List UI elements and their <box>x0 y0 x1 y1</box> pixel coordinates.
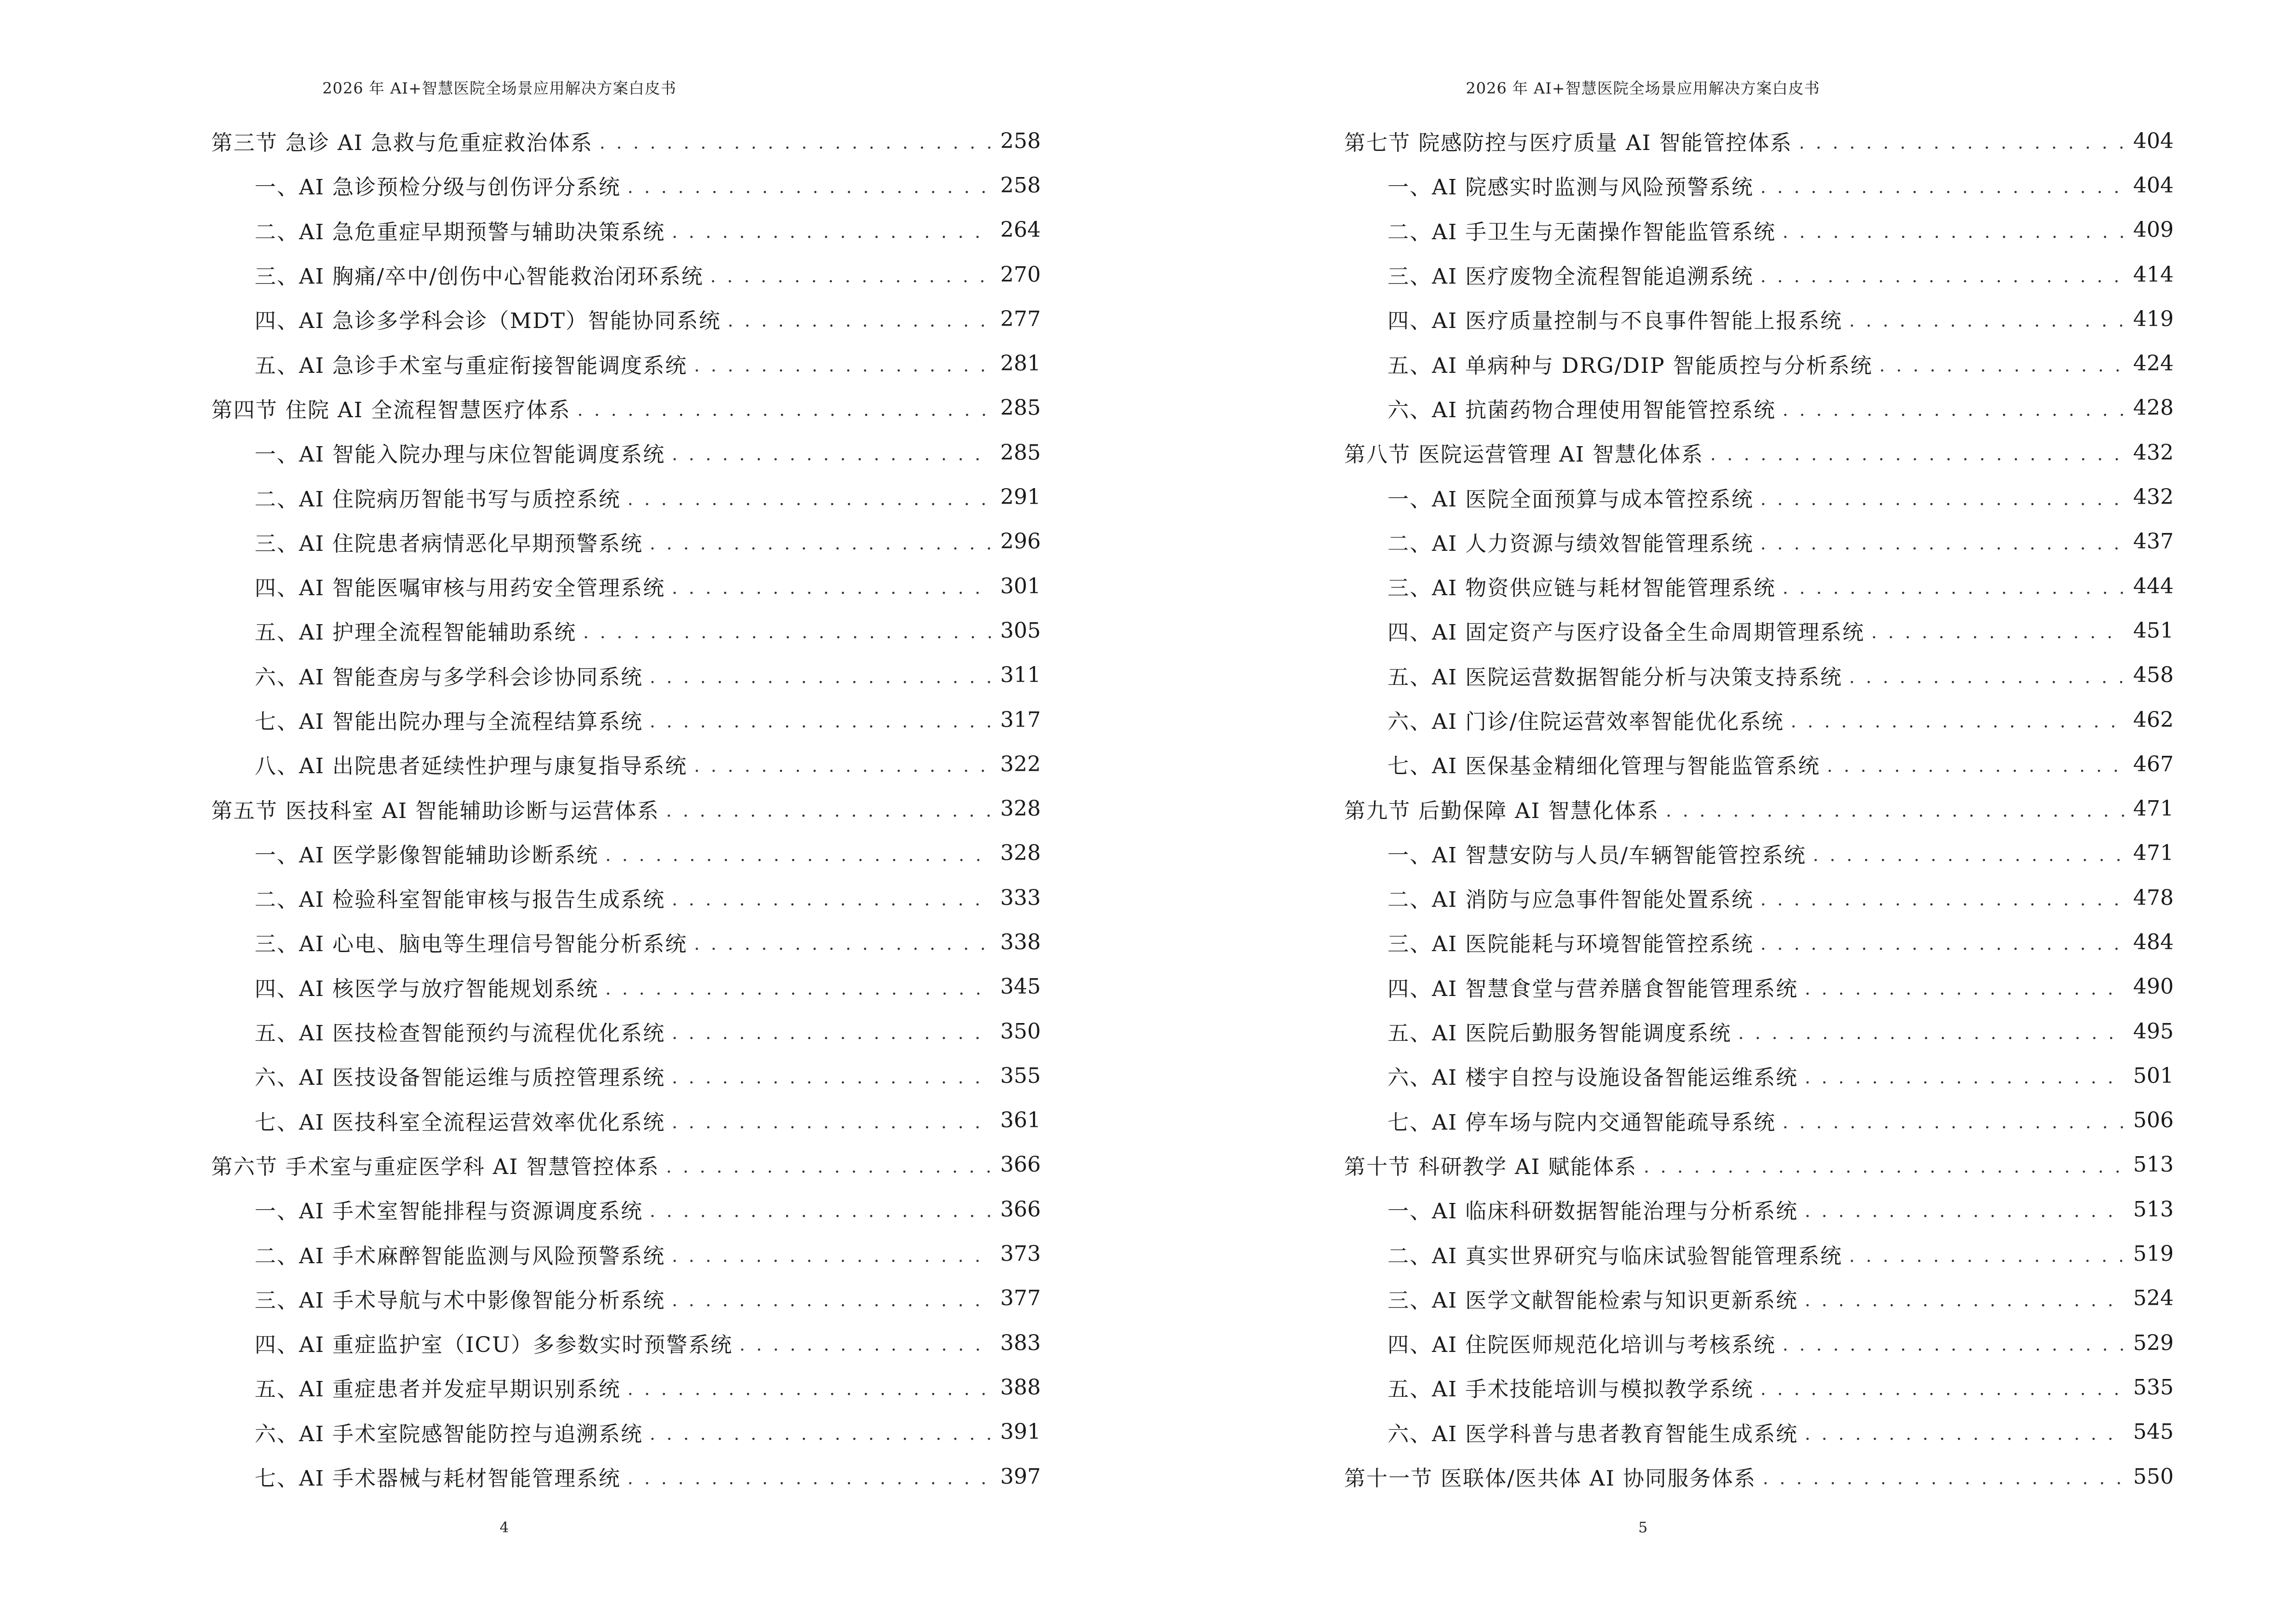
toc-item-entry[interactable] <box>211 875 1041 920</box>
toc-entry-title: 二、AI 检验科室智能审核与报告生成系统 <box>255 887 666 913</box>
toc-item-entry[interactable] <box>211 608 1041 653</box>
dot-leader <box>1791 709 2124 731</box>
toc-entry-title: 六、AI 抗菌药物合理使用智能管控系统 <box>1388 397 1776 423</box>
toc-item-entry[interactable] <box>211 1454 1041 1499</box>
toc-entry-page-number: 404 <box>2133 128 2174 153</box>
toc-section-entry[interactable] <box>1344 1143 2174 1187</box>
toc-entry-title: 一、AI 急诊预检分级与创伤评分系统 <box>255 175 621 200</box>
toc-entry-title: 一、AI 院感实时监测与风险预警系统 <box>1388 175 1754 200</box>
toc-entry-page-number: 424 <box>2133 351 2174 376</box>
dot-leader <box>1849 664 2124 686</box>
toc-section-entry[interactable] <box>1344 430 2174 475</box>
toc-entry-page-number: 495 <box>2133 1019 2174 1044</box>
toc-entry-page-number: 322 <box>1000 751 1041 777</box>
toc-entry-title: 第七节 院感防控与医疗质量 AI 智能管控体系 <box>1344 131 1793 156</box>
toc-entry-page-number: 428 <box>2133 396 2174 421</box>
toc-entry-page-number: 484 <box>2133 929 2174 955</box>
dot-leader <box>1760 1376 2124 1398</box>
toc-item-entry[interactable] <box>1344 1276 2174 1321</box>
toc-item-entry[interactable] <box>1344 831 2174 875</box>
toc-entry-title: 五、AI 医院后勤服务智能调度系统 <box>1388 1021 1732 1046</box>
toc-entry-title: 四、AI 固定资产与医疗设备全生命周期管理系统 <box>1388 620 1865 645</box>
toc-entry-title: 三、AI 医院能耗与环境智能管控系统 <box>1388 932 1754 957</box>
toc-entry-title: 二、AI 真实世界研究与临床试验智能管理系统 <box>1388 1243 1843 1269</box>
toc-entry-page-number: 277 <box>1000 306 1041 331</box>
toc-item-entry[interactable] <box>1344 564 2174 608</box>
dot-leader <box>1805 1198 2124 1220</box>
dot-leader <box>694 353 992 375</box>
toc-item-entry[interactable] <box>211 965 1041 1009</box>
toc-entry-title: 第八节 医院运营管理 AI 智慧化体系 <box>1344 442 1704 467</box>
dot-leader <box>672 1287 992 1310</box>
dot-leader <box>627 1465 992 1488</box>
toc-entry-page-number: 404 <box>2133 173 2174 198</box>
toc-entry-title: 二、AI 手卫生与无菌操作智能监管系统 <box>1388 219 1776 245</box>
running-header: 2026 年 AI+智慧医院全场景应用解决方案白皮书 <box>322 79 677 97</box>
toc-entry-page-number: 361 <box>1000 1108 1041 1133</box>
dot-leader <box>1799 130 2124 152</box>
toc-entry-title: 四、AI 住院医师规范化培训与考核系统 <box>1388 1333 1776 1358</box>
dot-leader <box>1871 619 2124 641</box>
toc-item-entry[interactable] <box>211 1098 1041 1143</box>
dot-leader <box>672 441 992 464</box>
toc-item-entry[interactable] <box>211 163 1041 207</box>
toc-item-entry[interactable] <box>211 920 1041 964</box>
toc-item-entry[interactable] <box>211 1231 1041 1276</box>
toc-entry-page-number: 471 <box>2133 841 2174 866</box>
toc-entry-page-number: 373 <box>1000 1242 1041 1267</box>
dot-leader <box>672 1064 992 1087</box>
toc-entry-page-number: 462 <box>2133 707 2174 732</box>
toc-entry-title: 五、AI 医技检查智能预约与流程优化系统 <box>255 1021 666 1046</box>
toc-entry-page-number: 345 <box>1000 974 1041 999</box>
toc-entry-title: 第六节 手术室与重症医学科 AI 智慧管控体系 <box>211 1154 660 1179</box>
toc-item-entry[interactable] <box>1344 653 2174 697</box>
toc-entry-title: 第四节 住院 AI 全流程智慧医疗体系 <box>211 397 571 423</box>
toc-entry-page-number: 350 <box>1000 1019 1041 1044</box>
toc-entry-title: 四、AI 智慧食堂与营养膳食智能管理系统 <box>1388 976 1798 1001</box>
toc-entry-title: 七、AI 医技科室全流程运营效率优化系统 <box>255 1110 666 1135</box>
toc-entry-title: 第十一节 医联体/医共体 AI 协同服务体系 <box>1344 1466 1756 1491</box>
dot-leader <box>672 1020 992 1042</box>
toc-entry-page-number: 311 <box>1000 663 1041 688</box>
dot-leader <box>1760 486 2124 508</box>
dot-leader <box>1805 1287 2124 1310</box>
toc-item-entry[interactable] <box>1344 920 2174 964</box>
toc-entry-page-number: 414 <box>2133 262 2174 287</box>
toc-entry-title: 六、AI 医技设备智能运维与质控管理系统 <box>255 1065 666 1091</box>
toc-entry-title: 四、AI 重症监护室（ICU）多参数实时预警系统 <box>255 1333 733 1358</box>
toc-item-entry[interactable] <box>1344 1009 2174 1053</box>
page-number: 4 <box>499 1519 509 1536</box>
toc-section-entry[interactable] <box>1344 786 2174 831</box>
dot-leader <box>1813 842 2124 864</box>
toc-item-entry[interactable] <box>1344 208 2174 252</box>
toc-entry-page-number: 281 <box>1000 351 1041 376</box>
toc-item-entry[interactable] <box>1344 1187 2174 1231</box>
toc-item-entry[interactable] <box>1344 1410 2174 1454</box>
toc-entry-title: 八、AI 出院患者延续性护理与康复指导系统 <box>255 754 688 779</box>
toc-entry-title: 二、AI 急危重症早期预警与辅助决策系统 <box>255 219 666 245</box>
dot-leader <box>1805 1421 2124 1443</box>
toc-entry-title: 六、AI 医学科普与患者教育智能生成系统 <box>1388 1421 1798 1447</box>
toc-item-entry[interactable] <box>1344 1231 2174 1276</box>
dot-leader <box>694 753 992 775</box>
toc-item-entry[interactable] <box>211 653 1041 697</box>
toc-entry-page-number: 285 <box>1000 396 1041 421</box>
toc-entry-title: 二、AI 人力资源与绩效智能管理系统 <box>1388 531 1754 556</box>
dot-leader <box>1849 308 2124 330</box>
toc-entry-title: 一、AI 智慧安防与人员/车辆智能管控系统 <box>1388 843 1806 868</box>
table-of-contents <box>211 119 1041 1499</box>
toc-item-entry[interactable] <box>1344 608 2174 653</box>
dot-leader <box>1710 441 2124 464</box>
toc-entry-page-number: 301 <box>1000 573 1041 599</box>
dot-leader <box>739 1332 992 1354</box>
toc-item-entry[interactable] <box>1344 875 2174 920</box>
dot-leader <box>599 130 992 152</box>
dot-leader <box>1783 1109 2124 1132</box>
toc-entry-page-number: 377 <box>1000 1286 1041 1311</box>
toc-entry-title: 五、AI 手术技能培训与模拟教学系统 <box>1388 1377 1754 1402</box>
dot-leader <box>672 1243 992 1265</box>
toc-entry-page-number: 437 <box>2133 529 2174 554</box>
toc-item-entry[interactable] <box>1344 519 2174 564</box>
toc-entry-title: 三、AI 医疗废物全流程智能追溯系统 <box>1388 264 1754 289</box>
toc-entry-page-number: 258 <box>1000 173 1041 198</box>
toc-entry-page-number: 285 <box>1000 440 1041 465</box>
toc-entry-title: 四、AI 急诊多学科会诊（MDT）智能协同系统 <box>255 309 721 334</box>
dot-leader <box>1760 174 2124 196</box>
dot-leader <box>605 976 992 998</box>
toc-entry-title: 二、AI 手术麻醉智能监测与风险预警系统 <box>255 1243 666 1269</box>
dot-leader <box>1644 1154 2124 1176</box>
toc-item-entry[interactable] <box>211 742 1041 786</box>
toc-item-entry[interactable] <box>1344 1321 2174 1365</box>
toc-entry-page-number: 513 <box>2133 1152 2174 1177</box>
toc-entry-page-number: 524 <box>2133 1286 2174 1311</box>
toc-item-entry[interactable] <box>211 1009 1041 1053</box>
dot-leader <box>627 1376 992 1398</box>
page-number: 5 <box>1638 1519 1648 1536</box>
dot-leader <box>1783 219 2124 241</box>
running-header: 2026 年 AI+智慧医院全场景应用解决方案白皮书 <box>1466 79 1820 97</box>
toc-item-entry[interactable] <box>211 252 1041 297</box>
toc-item-entry[interactable] <box>1344 341 2174 385</box>
toc-entry-title: 六、AI 楼宇自控与设施设备智能运维系统 <box>1388 1065 1798 1091</box>
toc-entry-page-number: 490 <box>2133 974 2174 999</box>
toc-item-entry[interactable] <box>211 564 1041 608</box>
toc-entry-title: 第十节 科研教学 AI 赋能体系 <box>1344 1154 1637 1179</box>
toc-item-entry[interactable] <box>211 1410 1041 1454</box>
toc-entry-page-number: 397 <box>1000 1464 1041 1489</box>
toc-item-entry[interactable] <box>211 697 1041 742</box>
toc-entry-page-number: 328 <box>1000 841 1041 866</box>
dot-leader <box>577 397 992 419</box>
dot-leader <box>650 664 992 686</box>
toc-entry-title: 五、AI 急诊手术室与重症衔接智能调度系统 <box>255 353 688 378</box>
toc-entry-title: 四、AI 医疗质量控制与不良事件智能上报系统 <box>1388 309 1843 334</box>
toc-entry-title: 四、AI 核医学与放疗智能规划系统 <box>255 976 599 1001</box>
toc-entry-title: 五、AI 医院运营数据智能分析与决策支持系统 <box>1388 665 1843 690</box>
dot-leader <box>650 1198 992 1220</box>
toc-entry-title: 七、AI 手术器械与耗材智能管理系统 <box>255 1466 621 1491</box>
dot-leader <box>672 1109 992 1132</box>
toc-entry-page-number: 529 <box>2133 1330 2174 1355</box>
toc-item-entry[interactable] <box>211 475 1041 519</box>
toc-entry-page-number: 444 <box>2133 573 2174 599</box>
toc-entry-title: 三、AI 手术导航与术中影像智能分析系统 <box>255 1288 666 1313</box>
toc-entry-page-number: 471 <box>2133 796 2174 821</box>
toc-entry-page-number: 432 <box>2133 440 2174 465</box>
toc-item-entry[interactable] <box>211 1365 1041 1409</box>
toc-entry-title: 五、AI 单病种与 DRG/DIP 智能质控与分析系统 <box>1388 353 1873 378</box>
toc-section-entry[interactable] <box>1344 119 2174 163</box>
toc-section-entry[interactable] <box>211 119 1041 163</box>
dot-leader <box>1805 976 2124 998</box>
toc-section-entry[interactable] <box>1344 1454 2174 1499</box>
dot-leader <box>672 575 992 597</box>
dot-leader <box>1763 1465 2124 1488</box>
toc-entry-title: 二、AI 住院病历智能书写与质控系统 <box>255 487 621 512</box>
toc-entry-title: 第九节 后勤保障 AI 智慧化体系 <box>1344 798 1660 823</box>
toc-entry-title: 一、AI 医学影像智能辅助诊断系统 <box>255 843 599 868</box>
dot-leader <box>650 1421 992 1443</box>
toc-item-entry[interactable] <box>211 208 1041 252</box>
toc-section-entry[interactable] <box>211 386 1041 430</box>
toc-entry-title: 六、AI 智能查房与多学科会诊协同系统 <box>255 665 643 690</box>
dot-leader <box>1783 1332 2124 1354</box>
toc-entry-page-number: 270 <box>1000 262 1041 287</box>
dot-leader <box>1849 1243 2124 1265</box>
toc-entry-title: 四、AI 智能医嘱审核与用药安全管理系统 <box>255 576 666 601</box>
dot-leader <box>650 709 992 731</box>
toc-entry-title: 第五节 医技科室 AI 智能辅助诊断与运营体系 <box>211 798 660 823</box>
toc-entry-page-number: 391 <box>1000 1419 1041 1445</box>
toc-item-entry[interactable] <box>211 1187 1041 1231</box>
toc-entry-page-number: 355 <box>1000 1063 1041 1088</box>
toc-entry-page-number: 535 <box>2133 1375 2174 1400</box>
toc-entry-page-number: 545 <box>2133 1419 2174 1445</box>
toc-item-entry[interactable] <box>1344 697 2174 742</box>
toc-item-entry[interactable] <box>1344 386 2174 430</box>
toc-entry-title: 三、AI 物资供应链与耗材智能管理系统 <box>1388 576 1776 601</box>
toc-entry-title: 五、AI 护理全流程智能辅助系统 <box>255 620 577 645</box>
dot-leader <box>583 619 992 641</box>
toc-entry-page-number: 338 <box>1000 929 1041 955</box>
dot-leader <box>672 219 992 241</box>
toc-entry-page-number: 258 <box>1000 128 1041 153</box>
toc-entry-title: 五、AI 重症患者并发症早期识别系统 <box>255 1377 621 1402</box>
toc-page-right <box>1144 0 2287 1624</box>
dot-leader <box>672 887 992 909</box>
toc-item-entry[interactable] <box>1344 252 2174 297</box>
dot-leader <box>710 263 992 286</box>
dot-leader <box>1805 1064 2124 1087</box>
toc-item-entry[interactable] <box>1344 1053 2174 1098</box>
dot-leader <box>627 486 992 508</box>
toc-item-entry[interactable] <box>1344 742 2174 786</box>
toc-entry-title: 七、AI 医保基金精细化管理与智能监管系统 <box>1388 754 1821 779</box>
toc-entry-page-number: 296 <box>1000 529 1041 554</box>
toc-item-entry[interactable] <box>1344 1365 2174 1409</box>
toc-entry-page-number: 317 <box>1000 707 1041 732</box>
toc-entry-page-number: 478 <box>2133 885 2174 910</box>
toc-entry-page-number: 501 <box>2133 1063 2174 1088</box>
dot-leader <box>1783 397 2124 419</box>
dot-leader <box>666 798 992 820</box>
toc-section-entry[interactable] <box>211 1143 1041 1187</box>
toc-item-entry[interactable] <box>1344 297 2174 341</box>
toc-entry-page-number: 366 <box>1000 1197 1041 1222</box>
dot-leader <box>1827 753 2124 775</box>
toc-entry-title: 第三节 急诊 AI 急救与危重症救治体系 <box>211 131 593 156</box>
toc-entry-title: 三、AI 心电、脑电等生理信号智能分析系统 <box>255 932 688 957</box>
toc-item-entry[interactable] <box>1344 163 2174 207</box>
toc-item-entry[interactable] <box>1344 1098 2174 1143</box>
dot-leader <box>694 931 992 953</box>
toc-item-entry[interactable] <box>211 341 1041 385</box>
toc-entry-page-number: 305 <box>1000 618 1041 643</box>
toc-entry-page-number: 333 <box>1000 885 1041 910</box>
dot-leader <box>728 308 992 330</box>
toc-entry-title: 七、AI 智能出院办理与全流程结算系统 <box>255 710 643 734</box>
toc-entry-page-number: 451 <box>2133 618 2174 643</box>
dot-leader <box>666 1154 992 1176</box>
toc-item-entry[interactable] <box>211 1321 1041 1365</box>
table-of-contents <box>1344 119 2174 1499</box>
dot-leader <box>1760 263 2124 286</box>
dot-leader <box>605 842 992 864</box>
toc-entry-page-number: 432 <box>2133 485 2174 510</box>
toc-entry-title: 一、AI 手术室智能排程与资源调度系统 <box>255 1199 643 1224</box>
dot-leader <box>1760 931 2124 953</box>
toc-entry-title: 六、AI 门诊/住院运营效率智能优化系统 <box>1388 710 1784 734</box>
toc-entry-page-number: 366 <box>1000 1152 1041 1177</box>
toc-entry-title: 一、AI 临床科研数据智能治理与分析系统 <box>1388 1199 1798 1224</box>
toc-entry-page-number: 550 <box>2133 1464 2174 1489</box>
dot-leader <box>650 531 992 553</box>
toc-entry-page-number: 388 <box>1000 1375 1041 1400</box>
dot-leader <box>627 174 992 196</box>
dot-leader <box>1783 575 2124 597</box>
toc-entry-page-number: 264 <box>1000 218 1041 243</box>
toc-section-entry[interactable] <box>211 786 1041 831</box>
toc-entry-title: 二、AI 消防与应急事件智能处置系统 <box>1388 887 1754 913</box>
toc-entry-page-number: 383 <box>1000 1330 1041 1355</box>
toc-entry-title: 三、AI 住院患者病情恶化早期预警系统 <box>255 531 643 556</box>
toc-entry-page-number: 519 <box>2133 1242 2174 1267</box>
toc-item-entry[interactable] <box>211 297 1041 341</box>
toc-item-entry[interactable] <box>211 1053 1041 1098</box>
toc-item-entry[interactable] <box>211 430 1041 475</box>
toc-entry-title: 七、AI 停车场与院内交通智能疏导系统 <box>1388 1110 1776 1135</box>
toc-entry-page-number: 506 <box>2133 1108 2174 1133</box>
toc-entry-page-number: 291 <box>1000 485 1041 510</box>
toc-entry-title: 三、AI 医学文献智能检索与知识更新系统 <box>1388 1288 1798 1313</box>
dot-leader <box>1738 1020 2124 1042</box>
toc-entry-page-number: 419 <box>2133 306 2174 331</box>
dot-leader <box>1879 353 2124 375</box>
toc-entry-title: 一、AI 医院全面预算与成本管控系统 <box>1388 487 1754 512</box>
toc-item-entry[interactable] <box>211 831 1041 875</box>
dot-leader <box>1760 887 2124 909</box>
toc-entry-page-number: 513 <box>2133 1197 2174 1222</box>
toc-entry-page-number: 328 <box>1000 796 1041 821</box>
toc-item-entry[interactable] <box>1344 965 2174 1009</box>
toc-entry-title: 六、AI 手术室院感智能防控与追溯系统 <box>255 1421 643 1447</box>
toc-entry-page-number: 458 <box>2133 663 2174 688</box>
toc-entry-page-number: 409 <box>2133 218 2174 243</box>
toc-entry-title: 一、AI 智能入院办理与床位智能调度系统 <box>255 442 666 467</box>
toc-item-entry[interactable] <box>211 519 1041 564</box>
dot-leader <box>1760 531 2124 553</box>
dot-leader <box>1666 798 2124 820</box>
toc-item-entry[interactable] <box>211 1276 1041 1321</box>
toc-entry-page-number: 467 <box>2133 751 2174 777</box>
toc-entry-title: 三、AI 胸痛/卒中/创伤中心智能救治闭环系统 <box>255 264 704 289</box>
toc-item-entry[interactable] <box>1344 475 2174 519</box>
